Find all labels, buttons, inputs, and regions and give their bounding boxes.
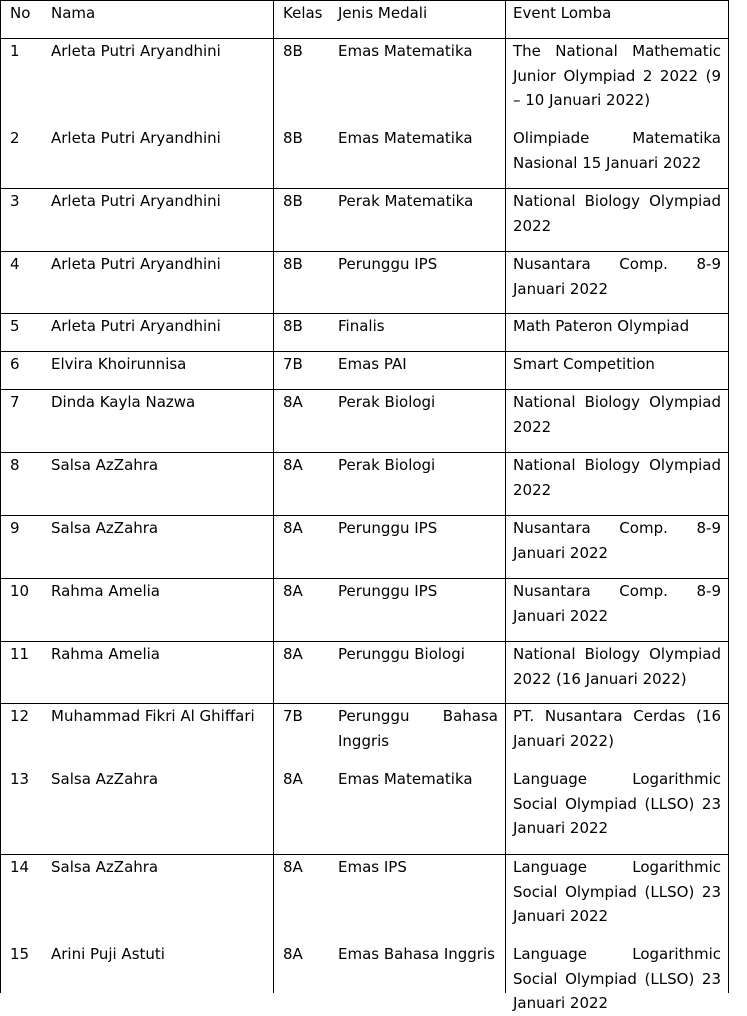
cell-nama: Arleta Putri Aryandhini (51, 317, 221, 335)
cell-nama: Dinda Kayla Nazwa (51, 393, 196, 411)
cell-event: National Biology Olympiad 2022 (16 Januari 2022) (513, 645, 721, 688)
header-nama: Nama (51, 4, 96, 22)
cell-no: 11 (10, 645, 30, 663)
cell-medali: Emas PAI (338, 355, 407, 373)
cell-event: Nusantara Comp. 8-9 Januari 2022 (513, 519, 721, 562)
header-kelas: Kelas (283, 4, 323, 22)
column-border (728, 0, 729, 993)
cell-nama: Rahma Amelia (51, 645, 160, 663)
cell-no: 15 (10, 945, 30, 963)
cell-medali: Perak Biologi (338, 393, 436, 411)
cell-event: Olimpiade Matematika Nasional 15 Januari 2022 (513, 129, 721, 172)
column-border (273, 0, 274, 993)
cell-medali: Perunggu IPS (338, 519, 438, 537)
cell-event: National Biology Olympiad 2022 (513, 192, 721, 235)
cell-kelas: 8B (283, 192, 303, 210)
cell-medali: Perunggu IPS (338, 255, 438, 273)
row-border (0, 0, 729, 1)
cell-kelas: 8A (283, 582, 303, 600)
cell-medali: Emas Matematika (338, 770, 473, 788)
cell-no: 13 (10, 770, 30, 788)
cell-medali: Emas Bahasa Inggris (338, 945, 495, 963)
header-medali: Jenis Medali (338, 4, 428, 22)
cell-event: National Biology Olympiad 2022 (513, 456, 721, 499)
cell-no: 1 (10, 42, 20, 60)
cell-nama: Rahma Amelia (51, 582, 160, 600)
column-border (0, 0, 1, 993)
cell-kelas: 8A (283, 770, 303, 788)
cell-nama: Arleta Putri Aryandhini (51, 42, 221, 60)
cell-kelas: 8B (283, 317, 303, 335)
cell-medali: Perunggu Bahasa Inggris (338, 707, 498, 750)
cell-event: Language Logarithmic Social Olympiad (LLSO) 23 Januari 2022 (513, 945, 721, 1012)
cell-nama: Muhammad Fikri Al Ghiffari (51, 707, 255, 725)
cell-no: 7 (10, 393, 20, 411)
cell-nama: Arleta Putri Aryandhini (51, 129, 221, 147)
cell-kelas: 8A (283, 519, 303, 537)
cell-kelas: 7B (283, 355, 303, 373)
cell-nama: Salsa AzZahra (51, 770, 159, 788)
cell-medali: Perak Matematika (338, 192, 474, 210)
header-event: Event Lomba (513, 4, 612, 22)
cell-event: PT. Nusantara Cerdas (16 Januari 2022) (513, 707, 721, 750)
cell-no: 14 (10, 858, 30, 876)
cell-medali: Emas Matematika (338, 42, 473, 60)
cell-event: National Biology Olympiad 2022 (513, 393, 721, 436)
cell-no: 9 (10, 519, 20, 537)
cell-no: 5 (10, 317, 20, 335)
cell-event: Smart Competition (513, 355, 655, 373)
cell-medali: Finalis (338, 317, 385, 335)
cell-kelas: 8A (283, 456, 303, 474)
cell-no: 10 (10, 582, 30, 600)
cell-nama: Arleta Putri Aryandhini (51, 255, 221, 273)
cell-event: The National Mathematic Junior Olympiad 2 2022 (9 – 10 Januari 2022) (513, 42, 721, 109)
cell-kelas: 8A (283, 393, 303, 411)
cell-nama: Salsa AzZahra (51, 858, 159, 876)
cell-nama: Arleta Putri Aryandhini (51, 192, 221, 210)
cell-kelas: 7B (283, 707, 303, 725)
cell-kelas: 8A (283, 945, 303, 963)
cell-medali: Perak Biologi (338, 456, 436, 474)
cell-kelas: 8A (283, 645, 303, 663)
cell-event: Language Logarithmic Social Olympiad (LLSO) 23 Januari 2022 (513, 770, 721, 837)
cell-event: Nusantara Comp. 8-9 Januari 2022 (513, 582, 721, 625)
cell-medali: Perunggu IPS (338, 582, 438, 600)
cell-event: Language Logarithmic Social Olympiad (LLSO) 23 Januari 2022 (513, 858, 721, 925)
cell-nama: Elvira Khoirunnisa (51, 355, 187, 373)
cell-no: 6 (10, 355, 20, 373)
header-no: No (10, 4, 31, 22)
cell-nama: Salsa AzZahra (51, 456, 159, 474)
cell-medali: Emas IPS (338, 858, 407, 876)
cell-no: 8 (10, 456, 20, 474)
cell-no: 4 (10, 255, 20, 273)
cell-event: Math Pateron Olympiad (513, 317, 690, 335)
column-border (505, 0, 506, 993)
cell-kelas: 8A (283, 858, 303, 876)
cell-no: 3 (10, 192, 20, 210)
cell-kelas: 8B (283, 42, 303, 60)
cell-medali: Perunggu Biologi (338, 645, 465, 663)
cell-kelas: 8B (283, 129, 303, 147)
cell-nama: Arini Puji Astuti (51, 945, 165, 963)
cell-no: 12 (10, 707, 30, 725)
cell-event: Nusantara Comp. 8-9 Januari 2022 (513, 255, 721, 298)
cell-kelas: 8B (283, 255, 303, 273)
cell-medali: Emas Matematika (338, 129, 473, 147)
cell-no: 2 (10, 129, 20, 147)
cell-nama: Salsa AzZahra (51, 519, 159, 537)
